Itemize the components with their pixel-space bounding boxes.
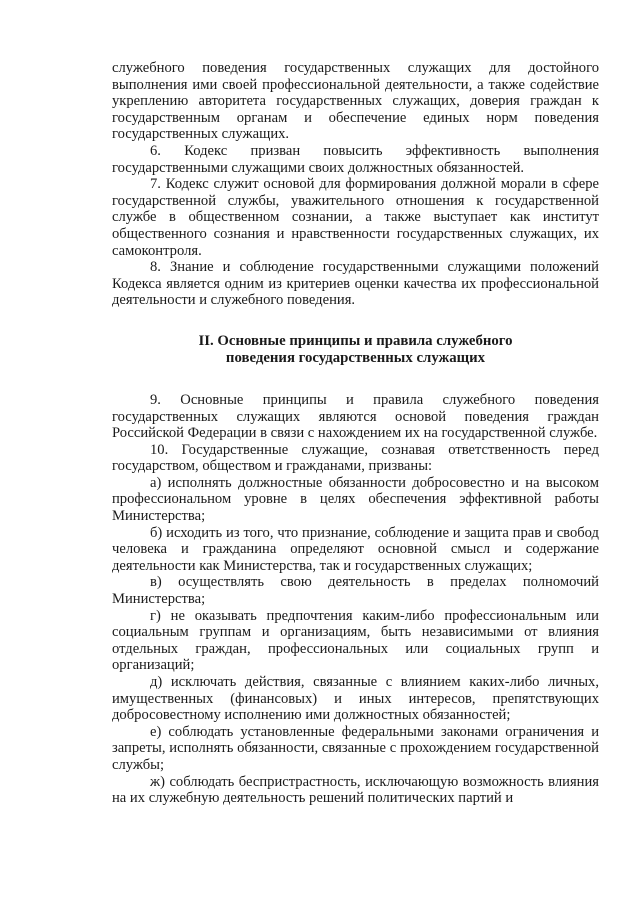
list-item-b: б) исходить из того, что признание, соблюдение и защита прав и свобод человека и гражданина определяют основной смысл и содержание деятельности как Министерства, так и государственных служащих; [112,524,599,574]
paragraph-8: 8. Знание и соблюдение государственными служащими положений Кодекса является одним из критериев оценки качества их профессиональной деятельности и служебного поведения. [112,259,599,309]
list-item-zh: ж) соблюдать беспристрастность, исключающую возможность влияния на их служебную деятельность решений политических партий и [112,773,599,807]
paragraph-10: 10. Государственные служащие, сознавая ответственность перед государством, обществом и гражданами, призваны: [112,441,599,475]
paragraph-5-continuation: служебного поведения государственных служащих для достойного выполнения ими своей профессиональной деятельности, а также содействие укреплению авторитета государственных служащих, доверия граждан к государственным органам и обеспечение единых норм поведения государственных служащих. [112,60,599,143]
section-heading-line-2: поведения государственных служащих [225,350,486,367]
list-item-d: д) исключать действия, связанные с влиянием каких-либо личных, имущественных (финансовых) и иных интересов, препятствующих добросовестному исполнению ими должностных обязанностей; [112,674,599,724]
list-item-g: г) не оказывать предпочтения каким-либо профессиональным или социальным группам и организациям, быть независимыми от влияния отдельных граждан, профессиональных или социальных групп и организаций; [112,607,599,674]
list-item-e: е) соблюдать установленные федеральными законами ограничения и запреты, исполнять обязанности, связанные с прохождением государственной службы; [112,723,599,773]
paragraph-7: 7. Кодекс служит основой для формирования должной морали в сфере государственной службы, уважительного отношения к государственной службе в общественном сознании, а также выступает как институт общественного сознания и нравственности государственных служащих, их самоконтроля. [112,176,599,259]
paragraph-9: 9. Основные принципы и правила служебного поведения государственных служащих являются основой поведения граждан Российской Федерации в связи с нахождением их на государственной службе. [112,391,599,442]
spacer [112,309,599,333]
document-page [112,60,599,807]
paragraph-6: 6. Кодекс призван повысить эффективность выполнения государственными служащими своих должностных обязанностей. [112,142,599,176]
spacer [112,368,599,392]
list-item-a: а) исполнять должностные обязанности добросовестно и на высоком профессиональном уровне в целях обеспечения эффективной работы Министерства; [112,474,599,525]
section-heading-line-1: II. Основные принципы и правила служебного [198,332,513,349]
list-item-v: в) осуществлять свою деятельность в пределах полномочий Министерства; [112,574,599,608]
